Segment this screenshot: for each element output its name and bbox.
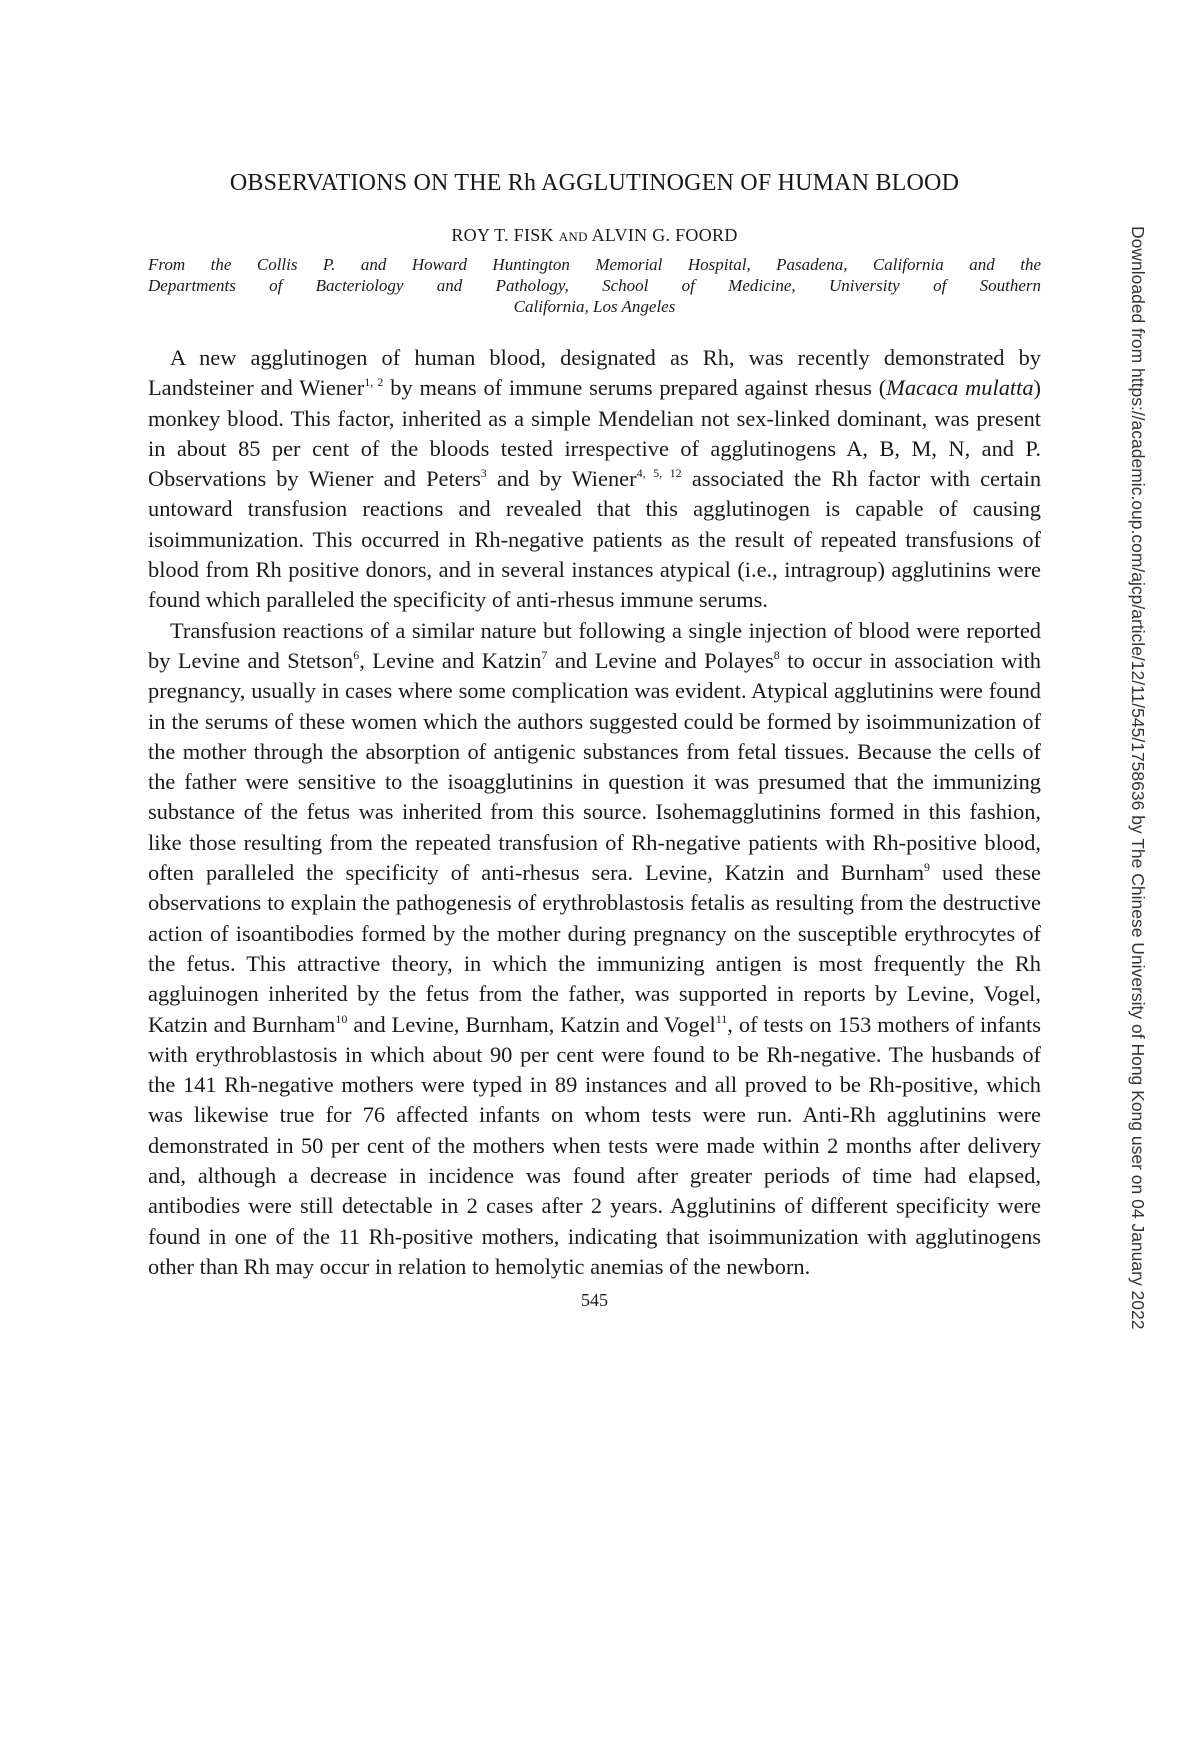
article-page	[148, 168, 1041, 1311]
page-number: 545	[581, 1290, 608, 1311]
affiliation-line: From the Collis P. and Howard Huntington Memorial Hospital, Pasadena, California and the	[148, 255, 1041, 274]
download-notice: Downloaded from https://academic.oup.com/ajcp/article/12/11/545/1758636 by The Chinese University of Hong Kong user on 04 January 2022	[1128, 226, 1148, 1330]
citation-ref: 1, 2	[364, 375, 384, 390]
paragraph-text: to occur in association with pregnancy, usually in cases where some complication was evident. Atypical agglutinins were found in the serums of these women which the authors suggested could be formed by isoimmunization of the mother through the absorption of antigenic substances from fetal tissues. Because the cells of the father were sensitive to the isoagglutinins in question it was presumed that the immunizing substance of the fetus was inherited from this source. Isohemagglutinins formed in this fashion, like those resulting from the repeated transfusion of Rh-negative patients with Rh-positive blood, often paralleled the specificity of anti-rhesus sera. Levine, Katzin and Burnham	[148, 647, 1041, 886]
paragraph-text: Transfusion reactions of a similar nature but following a single injection of blood were reported by Levine and Stetson	[148, 617, 1041, 673]
body-paragraph	[148, 343, 1041, 616]
species-name: Macaca mulatta	[886, 375, 1034, 401]
citation-ref: 7	[541, 647, 548, 662]
citation-ref: 9	[924, 860, 931, 875]
paragraph-text: and Levine and Polayes	[547, 647, 774, 673]
author-line	[148, 224, 1041, 246]
paragraph-text: used these observations to explain the pathogenesis of erythroblastosis fetalis as resulting from the destructive action of isoantibodies formed by the mother during pregnancy on the susceptible erythrocytes of the fetus. This attractive theory, in which the immunizing antigen is most frequently the Rh aggluinogen inherited by the fetus from the father, was supported in reports by Levine, Vogel, Katzin and Burnham	[148, 860, 1041, 1037]
citation-ref: 10	[335, 1011, 348, 1026]
paragraph-text: , Levine and Katzin	[359, 647, 542, 673]
author-conjunction: and	[558, 225, 588, 245]
citation-ref: 11	[715, 1011, 728, 1026]
paragraph-text: , of tests on 153 mothers of infants with erythroblastosis in which about 90 per cent were found to be Rh-negative. The husbands of the 141 Rh-negative mothers were typed in 89 instances and all proved to be Rh-positive, which was likewise true for 76 affected infants on whom tests were run. Anti-Rh agglutinins were demonstrated in 50 per cent of the mothers when tests were made within 2 months after delivery and, although a decrease in incidence was found after greater periods of time had elapsed, antibodies were still detectable in 2 cases after 2 years. Agglutinins of different specificity were found in one of the 11 Rh-positive mothers, indicating that isoimmunization with agglutinogens other than Rh may occur in relation to hemolytic anemias of the newborn.	[148, 1011, 1041, 1279]
citation-ref: 8	[773, 647, 780, 662]
citation-ref: 3	[480, 466, 487, 481]
paragraph-text: and by Wiener	[486, 466, 637, 492]
article-title: OBSERVATIONS ON THE Rh AGGLUTINOGEN OF HUMAN BLOOD	[229, 170, 960, 196]
citation-ref: 4, 5, 12	[636, 466, 682, 481]
paragraph-text: by means of immune serums prepared against rhesus (	[383, 375, 887, 401]
affiliation-line: Departments of Bacteriology and Pathology, School of Medicine, University of Southern	[148, 276, 1041, 295]
paragraph-text: associated the Rh factor with certain untoward transfusion reactions and revealed that this agglutinogen is capable of causing isoimmunization. This occurred in Rh-negative patients as the result of repeated transfusions of blood from Rh positive donors, and in several instances atypical (i.e., intragroup) agglutinins were found which paralleled the specificity of anti-rhesus immune serums.	[148, 466, 1042, 613]
paragraph-text: A new agglutinogen of human blood, designated as Rh, was recently demonstrated by Landsteiner and Wiener	[148, 345, 1041, 401]
download-watermark	[1127, 226, 1153, 1566]
paragraph-text: ) monkey blood. This factor, inherited as a simple Mendelian not sex-linked dominant, was present in about 85 per cent of the bloods tested irrespective of agglutinogens A, B, M, N, and P. Observations by Wiener and Peters	[148, 375, 1041, 492]
author-name: ROY T. FISK	[451, 225, 554, 245]
body-paragraph	[148, 616, 1041, 1283]
citation-ref: 6	[353, 647, 360, 662]
affiliation-line: California, Los Angeles	[513, 297, 676, 316]
author-name: ALVIN G. FOORD	[591, 225, 738, 245]
affiliation	[148, 254, 1041, 317]
paragraph-text: and Levine, Burnham, Katzin and Vogel	[347, 1011, 716, 1037]
